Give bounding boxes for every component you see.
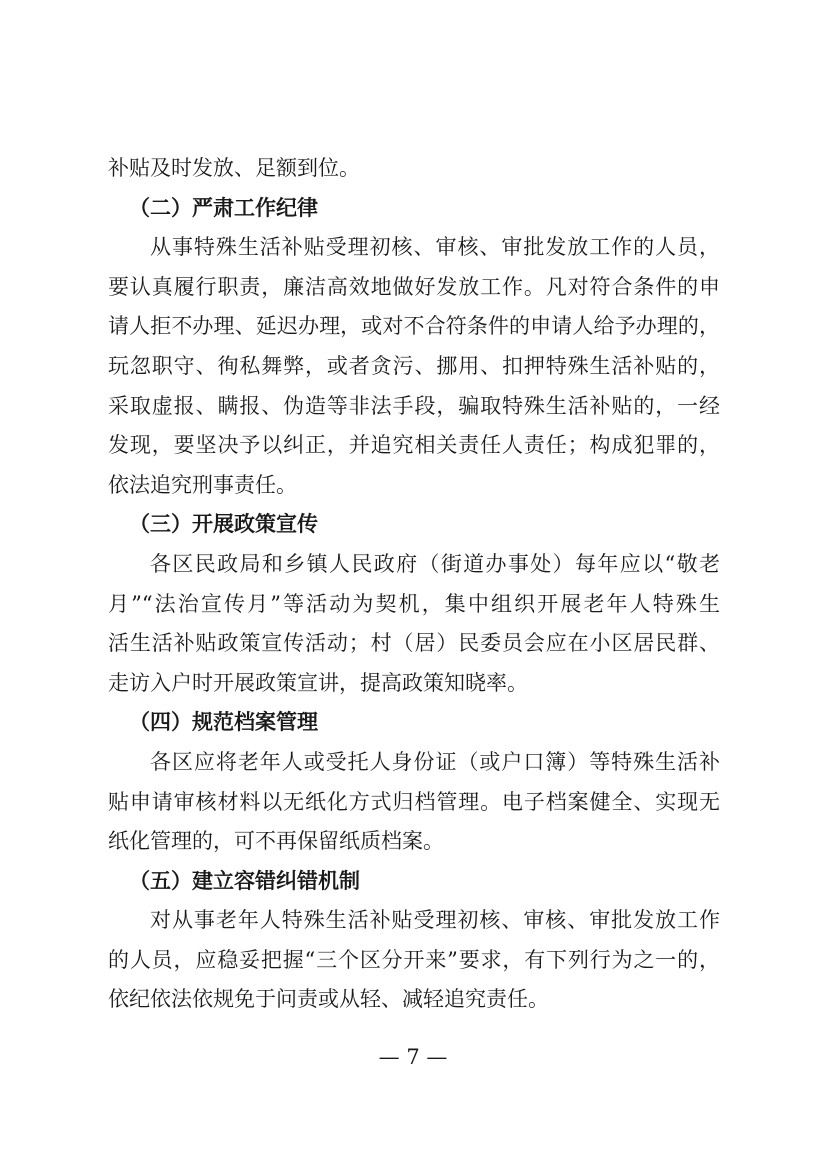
paragraph-line: 各区民政局和乡镇人民政府（街道办事处）每年应以“敬老 [150,551,720,576]
paragraph-line: 的人员，应稳妥把握“三个区分开来”要求，有下列行为之一的， [108,947,720,972]
paragraph-line: 采取虚报、瞒报、伪造等非法手段，骗取特殊生活补贴的，一经 [108,393,720,418]
document-body [108,149,720,1020]
paragraph-line: 要认真履行职责，廉洁高效地做好发放工作。凡对符合条件的申 [108,274,720,299]
section-heading-3: （三）开展政策宣传 [129,512,318,537]
paragraph-line: 依纪依法依规免于问责或从轻、减轻追究责任。 [108,987,549,1012]
paragraph-line: 月”“法治宣传月”等活动为契机，集中组织开展老年人特殊生 [108,591,720,616]
paragraph-line: 请人拒不办理、延迟办理，或对不合符条件的申请人给予办理的， [108,314,720,339]
paragraph-line: 各区应将老年人或受托人身份证（或户口簿）等特殊生活补 [150,749,720,774]
paragraph-line: 补贴及时发放、足额到位。 [108,156,360,180]
paragraph-line: 贴申请审核材料以无纸化方式归档管理。电子档案健全、实现无 [108,789,720,814]
paragraph-line: 活生活补贴政策宣传活动；村（居）民委员会应在小区居民群、 [108,631,720,656]
paragraph-line: 纸化管理的，可不再保留纸质档案。 [108,829,444,854]
section-heading-4: （四）规范档案管理 [129,710,318,735]
section-heading-2: （二）严肃工作纪律 [129,195,318,220]
section-heading-5: （五）建立容错纠错机制 [129,868,360,893]
page-number: — 7 — [378,1045,448,1069]
paragraph-line: 从事特殊生活补贴受理初核、审核、审批发放工作的人员， [150,235,720,260]
paragraph-line: 走访入户时开展政策宣讲，提高政策知晓率。 [108,670,528,695]
paragraph-line: 依法追究刑事责任。 [108,472,297,497]
paragraph-line: 玩忽职守、徇私舞弊，或者贪污、挪用、扣押特殊生活补贴的， [108,353,720,378]
paragraph-line: 发现，要坚决予以纠正，并追究相关责任人责任；构成犯罪的， [108,433,720,458]
paragraph-line: 对从事老年人特殊生活补贴受理初核、审核、审批发放工作 [150,908,720,933]
